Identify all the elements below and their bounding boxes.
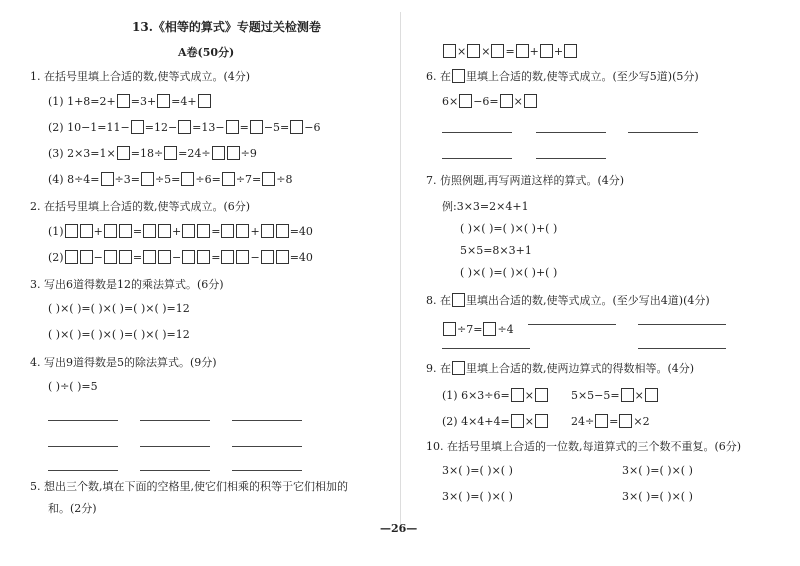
answer-box[interactable]: [164, 146, 177, 160]
text: 8. 在: [426, 294, 451, 307]
q6-stem: [426, 68, 699, 84]
answer-box[interactable]: [212, 146, 225, 160]
answer-box[interactable]: [516, 44, 529, 58]
answer-line[interactable]: [140, 420, 210, 421]
answer-box[interactable]: [117, 146, 130, 160]
answer-box[interactable]: [158, 250, 171, 264]
q9-stem: [426, 360, 694, 376]
answer-box[interactable]: [619, 414, 632, 428]
answer-box[interactable]: [595, 414, 608, 428]
answer-line[interactable]: [528, 324, 616, 325]
text: (3) 2×3=1×: [48, 146, 116, 160]
answer-box[interactable]: [443, 44, 456, 58]
q5-stem: 5. 想出三个数,填在下面的空格里,使它们相乘的积等于它们相加的: [30, 480, 348, 493]
text: (1): [48, 224, 64, 238]
answer-box[interactable]: [182, 250, 195, 264]
text: =12−: [144, 120, 178, 134]
text: ÷3=: [114, 172, 140, 186]
answer-line[interactable]: [442, 132, 512, 133]
text: ×: [513, 94, 523, 108]
text: =: [132, 224, 143, 238]
text: ÷7=: [235, 172, 262, 186]
answer-box[interactable]: [143, 250, 156, 264]
q3-stem: 3. 写出6道得数是12的乘法算式。(6分): [30, 278, 224, 291]
answer-box[interactable]: [564, 44, 577, 58]
answer-box[interactable]: [80, 250, 93, 264]
answer-box[interactable]: [131, 120, 144, 134]
text: +: [250, 224, 260, 238]
q8-stem: [426, 292, 710, 308]
text: =3+: [130, 94, 157, 108]
text: 5×5−5=: [570, 388, 620, 402]
answer-box[interactable]: [511, 414, 524, 428]
q2-row-1: [48, 224, 313, 238]
q7-stem: 7. 仿照例题,再写两道这样的算式。(4分): [426, 174, 625, 187]
q10-stem: 10. 在括号里填上合适的一位数,每道算式的三个数不重复。(6分): [426, 440, 742, 453]
answer-box[interactable]: [222, 172, 235, 186]
q5-answer-row: [442, 44, 578, 58]
text: =: [211, 250, 221, 264]
q1-row-3: [48, 146, 257, 160]
text: ÷7=: [457, 322, 483, 336]
text: 里填上合适的数,使等式成立。(至少写5道)(5分): [466, 70, 699, 83]
answer-box[interactable]: [621, 388, 634, 402]
q7-row-1: ( )×( )=( )×( )+( ): [460, 222, 558, 235]
answer-box[interactable]: [500, 94, 513, 108]
q4-stem: 4. 写出9道得数是5的除法算式。(9分): [30, 356, 217, 369]
text: −6=: [473, 94, 499, 108]
text: ÷8: [276, 172, 293, 186]
text: =4+: [171, 94, 197, 108]
q2-stem: 2. 在括号里填上合适的数,使等式成立。(6分): [30, 200, 251, 213]
answer-line[interactable]: [48, 470, 118, 471]
answer-box[interactable]: [261, 224, 274, 238]
answer-line[interactable]: [536, 132, 606, 133]
text: −: [250, 250, 260, 264]
text: 里填出合适的数,使等式成立。(至少写出4道)(4分): [466, 294, 710, 307]
answer-box[interactable]: [226, 120, 239, 134]
q10-row-1a: 3×( )=( )×( ): [442, 464, 513, 477]
text: =: [211, 224, 221, 238]
text: (4) 8÷4=: [48, 172, 100, 186]
text: −: [172, 250, 182, 264]
text: =: [505, 44, 515, 58]
answer-box[interactable]: [198, 94, 211, 108]
text: ×: [481, 44, 491, 58]
answer-box[interactable]: [227, 146, 240, 160]
answer-box[interactable]: [524, 94, 537, 108]
text: ×2: [633, 414, 650, 428]
answer-box[interactable]: [250, 120, 263, 134]
answer-box[interactable]: [290, 120, 303, 134]
text: +: [172, 224, 182, 238]
text: (2) 4×4+4=: [442, 414, 510, 428]
text: =24÷: [178, 146, 211, 160]
text: =13−: [192, 120, 225, 134]
answer-line[interactable]: [232, 470, 302, 471]
q5-stem-cont: 和。(2分): [48, 502, 97, 515]
answer-box[interactable]: [276, 250, 289, 264]
q3-row-2: ( )×( )=( )×( )=( )×( )=12: [48, 328, 190, 341]
answer-box[interactable]: [65, 224, 78, 238]
answer-box[interactable]: [143, 224, 156, 238]
text: =40: [289, 224, 313, 238]
box-icon: [452, 293, 465, 307]
text: 9. 在: [426, 362, 451, 375]
text: −5=: [263, 120, 290, 134]
answer-box[interactable]: [158, 224, 171, 238]
text: (2): [48, 250, 64, 264]
answer-box[interactable]: [276, 224, 289, 238]
answer-box[interactable]: [459, 94, 472, 108]
text: ×: [524, 388, 534, 402]
answer-box[interactable]: [104, 224, 117, 238]
text: 6. 在: [426, 70, 451, 83]
answer-box[interactable]: [197, 250, 210, 264]
text: −6: [304, 120, 321, 134]
text: =: [609, 414, 619, 428]
text: =: [132, 250, 143, 264]
answer-line[interactable]: [232, 420, 302, 421]
section-label: A卷(50分): [178, 46, 235, 59]
q4-example: ( )÷( )=5: [48, 380, 98, 393]
answer-box[interactable]: [178, 120, 191, 134]
q9-row-1: [442, 388, 659, 402]
answer-line[interactable]: [628, 132, 698, 133]
answer-line[interactable]: [48, 446, 118, 447]
text: (2) 10−1=11−: [48, 120, 130, 134]
q2-row-2: [48, 250, 313, 264]
text: ×: [634, 388, 644, 402]
q7-example: 例:3×3=2×4+1: [442, 200, 529, 213]
q10-row-1b: 3×( )=( )×( ): [622, 464, 693, 477]
page-title: 13.《相等的算式》专题过关检测卷: [132, 20, 321, 34]
answer-line[interactable]: [48, 420, 118, 421]
answer-box[interactable]: [119, 250, 132, 264]
text: 24÷: [570, 414, 595, 428]
answer-box[interactable]: [491, 44, 504, 58]
text: =18÷: [130, 146, 164, 160]
answer-line[interactable]: [638, 324, 726, 325]
answer-box[interactable]: [511, 388, 524, 402]
answer-box[interactable]: [65, 250, 78, 264]
text: −: [93, 250, 103, 264]
box-icon: [452, 361, 465, 375]
text: ÷5=: [154, 172, 181, 186]
answer-box[interactable]: [535, 388, 548, 402]
answer-box[interactable]: [101, 172, 114, 186]
q1-row-4: [48, 172, 292, 186]
answer-box[interactable]: [262, 172, 275, 186]
q7-row-2: ( )×( )=( )×( )+( ): [460, 266, 558, 279]
text: (1) 6×3÷6=: [442, 388, 510, 402]
answer-line[interactable]: [232, 446, 302, 447]
answer-box[interactable]: [236, 250, 249, 264]
answer-box[interactable]: [645, 388, 658, 402]
answer-box[interactable]: [540, 44, 553, 58]
answer-line[interactable]: [140, 446, 210, 447]
q9-row-2: [442, 414, 650, 428]
answer-box[interactable]: [236, 224, 249, 238]
answer-box[interactable]: [157, 94, 170, 108]
answer-box[interactable]: [467, 44, 480, 58]
text: =40: [289, 250, 313, 264]
text: (1) 1+8=2+: [48, 94, 116, 108]
q8-example: [442, 322, 514, 336]
box-icon: [452, 69, 465, 83]
answer-box[interactable]: [182, 224, 195, 238]
q10-row-2a: 3×( )=( )×( ): [442, 490, 513, 503]
page-number: —26—: [380, 522, 418, 535]
answer-line[interactable]: [442, 348, 530, 349]
answer-box[interactable]: [197, 224, 210, 238]
text: =: [239, 120, 249, 134]
q6-example: [442, 94, 538, 108]
answer-line[interactable]: [442, 158, 512, 159]
q1-row-1: [48, 94, 212, 108]
answer-box[interactable]: [141, 172, 154, 186]
text: ÷9: [240, 146, 257, 160]
text: +: [529, 44, 539, 58]
answer-box[interactable]: [221, 224, 234, 238]
text: +: [553, 44, 564, 58]
answer-box[interactable]: [119, 224, 132, 238]
text: +: [93, 224, 103, 238]
text: 6×: [442, 94, 459, 108]
q1-row-2: [48, 120, 320, 134]
answer-box[interactable]: [535, 414, 548, 428]
answer-box[interactable]: [483, 322, 496, 336]
text: ×: [457, 44, 467, 58]
answer-box[interactable]: [221, 250, 234, 264]
answer-line[interactable]: [536, 158, 606, 159]
q7-example-2: 5×5=8×3+1: [460, 244, 532, 257]
text: 里填上合适的数,使两边算式的得数相等。(4分): [466, 362, 695, 375]
text: ×: [524, 414, 534, 428]
answer-box[interactable]: [104, 250, 117, 264]
q3-row-1: ( )×( )=( )×( )=( )×( )=12: [48, 302, 190, 315]
answer-box[interactable]: [117, 94, 130, 108]
answer-box[interactable]: [181, 172, 194, 186]
q10-row-2b: 3×( )=( )×( ): [622, 490, 693, 503]
answer-box[interactable]: [261, 250, 274, 264]
answer-line[interactable]: [638, 348, 726, 349]
column-divider: [400, 12, 401, 532]
answer-box[interactable]: [443, 322, 456, 336]
q1-stem: 1. 在括号里填上合适的数,使等式成立。(4分): [30, 70, 251, 83]
answer-box[interactable]: [80, 224, 93, 238]
answer-line[interactable]: [140, 470, 210, 471]
text: ÷4: [497, 322, 514, 336]
text: ÷6=: [195, 172, 221, 186]
